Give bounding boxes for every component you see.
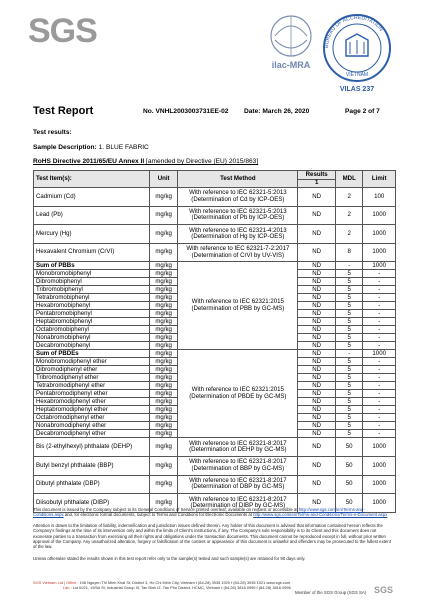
unit: mg/kg: [149, 475, 177, 494]
test-item: Diisobutyl phthalate (DIBP): [34, 494, 150, 513]
mdl: 5: [335, 310, 362, 318]
mdl: 5: [335, 342, 362, 350]
table-row: [34, 438, 396, 457]
col-header-results: Results: [298, 171, 336, 180]
mdl: 5: [335, 294, 362, 302]
test-item: Hexabromodiphenyl ether: [34, 398, 150, 406]
result: ND: [298, 188, 336, 207]
footer-liability: Attention is drawn to the limitation of liability, indemnification and jurisdiction issues defined therein. Any holder of this document is advised that information contained hereon reflects the Company's findings at the time of its intervention only and within the limits of Client's instructions, if any. The Company's sole responsibility is to its Client and this document does not exonerate parties to a transaction from exercising all their rights and obligations under the transaction documents. This document cannot be reproduced except in full, without prior written approval of the Company. Any unauthorized alteration, forgery or falsification of the content or appearance of this document is unlawful and offenders may be prosecuted to the fullest extent of the law.: [33, 523, 391, 550]
test-method: With reference to IEC 62321:2015 (Determination of PBB by GC-MS): [178, 262, 298, 350]
member-text: Member of the SGS Group (SGS SA): [295, 590, 367, 595]
unit: mg/kg: [149, 342, 177, 350]
mdl: 5: [335, 278, 362, 286]
test-item: Decabromobiphenyl: [34, 342, 150, 350]
mdl: 5: [335, 302, 362, 310]
mdl: 5: [335, 430, 362, 438]
limit: 1000: [363, 350, 396, 358]
unit: mg/kg: [149, 414, 177, 422]
col-header-unit: Unit: [149, 171, 177, 188]
mdl: 50: [335, 494, 362, 513]
limit: -: [363, 342, 396, 350]
result: ND: [298, 302, 336, 310]
unit: mg/kg: [149, 206, 177, 225]
mdl: 5: [335, 414, 362, 422]
unit: mg/kg: [149, 243, 177, 262]
unit: mg/kg: [149, 350, 177, 358]
test-item: Dibutyl phthalate (DBP): [34, 475, 150, 494]
result: ND: [298, 366, 336, 374]
unit: mg/kg: [149, 286, 177, 294]
test-item: Butyl benzyl phthalate (BBP): [34, 456, 150, 475]
col-header-mdl: MDL: [335, 171, 362, 188]
office-label: SGS Vietnam Ltd | Office :: [33, 580, 79, 585]
table-row: [34, 456, 396, 475]
limit: -: [363, 390, 396, 398]
unit: mg/kg: [149, 302, 177, 310]
unit: mg/kg: [149, 494, 177, 513]
test-item: Heptabromodiphenyl ether: [34, 406, 150, 414]
unit: mg/kg: [149, 438, 177, 457]
mdl: 5: [335, 334, 362, 342]
result: ND: [298, 358, 336, 366]
result: ND: [298, 342, 336, 350]
unit: mg/kg: [149, 318, 177, 326]
test-method: With reference to IEC 62321-5:2013 (Determination of Cd by ICP-OES): [178, 188, 298, 207]
unit: mg/kg: [149, 456, 177, 475]
result: ND: [298, 398, 336, 406]
sample-description-value: 1. BLUE FABRIC: [98, 144, 149, 151]
limit: 1000: [363, 243, 396, 262]
test-item: Monobromobiphenyl: [34, 270, 150, 278]
svg-text:VILAS 237: VILAS 237: [339, 86, 375, 93]
unit: mg/kg: [149, 422, 177, 430]
page-number: Page 2 of 7: [345, 108, 380, 115]
table-row: [34, 243, 396, 262]
rohs-directive-heading: [33, 158, 258, 165]
result: ND: [298, 406, 336, 414]
test-item: Lead (Pb): [34, 206, 150, 225]
footer-terms: [33, 507, 393, 518]
test-method: With reference to IEC 62321-8:2017 (Determination of DIBP by GC-MS): [178, 494, 298, 513]
result: ND: [298, 494, 336, 513]
result: ND: [298, 374, 336, 382]
result: ND: [298, 456, 336, 475]
test-item: Octabromodiphenyl ether: [34, 414, 150, 422]
footer-terms-text-b: and, for electronic format documents, subject to Terms and Conditions for Electronic Documents at: [63, 512, 254, 518]
test-method: With reference to IEC 62321-8:2017 (Determination of BBP by GC-MS): [178, 456, 298, 475]
result: ND: [298, 414, 336, 422]
result: ND: [298, 294, 336, 302]
unit: mg/kg: [149, 398, 177, 406]
result: ND: [298, 422, 336, 430]
mdl: 5: [335, 366, 362, 374]
unit: mg/kg: [149, 430, 177, 438]
limit: -: [363, 366, 396, 374]
unit: mg/kg: [149, 374, 177, 382]
unit: mg/kg: [149, 225, 177, 244]
limit: 1000: [363, 206, 396, 225]
test-method: With reference to IEC 62321-7-2:2017 (Determination of CrVI by UV-VIS): [178, 243, 298, 262]
report-title: Test Report: [33, 105, 94, 117]
test-item: Decabromodiphenyl ether: [34, 430, 150, 438]
test-item: Pentabromodiphenyl ether: [34, 390, 150, 398]
footer-terms-text-a: This document is issued by the Company subject to its General Conditions of Service printed overleaf, available on request or accessible at: [33, 507, 299, 512]
svg-text:VIETNAM: VIETNAM: [345, 72, 369, 78]
test-item: Nonabromodiphenyl ether: [34, 422, 150, 430]
test-item: Bis (2-ethylhexyl) phthalate (DEHP): [34, 438, 150, 457]
vilas-accreditation-seal: [316, 10, 398, 95]
test-item: Hexabromobiphenyl: [34, 302, 150, 310]
test-method: With reference to IEC 62321-4:2013 (Determination of Hg by ICP-OES): [178, 225, 298, 244]
limit: -: [363, 318, 396, 326]
result: ND: [298, 318, 336, 326]
lab-label: Lab :: [63, 585, 72, 590]
mdl: 5: [335, 286, 362, 294]
col-header-method: Test Method: [178, 171, 298, 188]
limit: -: [363, 310, 396, 318]
result: ND: [298, 270, 336, 278]
mdl: 5: [335, 422, 362, 430]
unit: mg/kg: [149, 406, 177, 414]
limit: -: [363, 358, 396, 366]
table-row: [34, 475, 396, 494]
test-item: Tetrabromobiphenyl: [34, 294, 150, 302]
test-item: Monobromodiphenyl ether: [34, 358, 150, 366]
limit: -: [363, 270, 396, 278]
test-method: With reference to IEC 62321-5:2013 (Determination of Pb by ICP-OES): [178, 206, 298, 225]
result: ND: [298, 390, 336, 398]
footer-retention: Unless otherwise stated the results shown in this test report refer only to the sample(s) tested and such sample(s) are retained for 90 days only.: [33, 556, 306, 561]
limit: -: [363, 286, 396, 294]
mdl: 50: [335, 438, 362, 457]
limit: -: [363, 326, 396, 334]
mdl: 5: [335, 270, 362, 278]
limit: 1000: [363, 494, 396, 513]
limit: -: [363, 422, 396, 430]
test-item: Dibromobiphenyl: [34, 278, 150, 286]
col-header-test-item: Test Item(s):: [34, 171, 150, 188]
mdl: 2: [335, 188, 362, 207]
test-item: Tribromobiphenyl: [34, 286, 150, 294]
table-row: [34, 188, 396, 207]
limit: 100: [363, 188, 396, 207]
limit: -: [363, 278, 396, 286]
result: ND: [298, 243, 336, 262]
lab-address-text: Lot III/21, 19/5A St, Industrial Group III, Tan Binh IZ, Tan Phu District, HCMC, Vietnam t (84-28) 3816 0999 f (84-28) 3816 0996: [71, 585, 291, 590]
result: ND: [298, 350, 336, 358]
unit: mg/kg: [149, 310, 177, 318]
test-method: With reference to IEC 62321:2015 (Determination of PBDE by GC-MS): [178, 350, 298, 438]
col-header-result-sample-1: 1: [298, 180, 336, 188]
terms-link[interactable]: http://www.sgs.com/en/Terms-and-Conditions.aspx: [33, 507, 365, 518]
unit: mg/kg: [149, 188, 177, 207]
result: ND: [298, 206, 336, 225]
col-header-limit: Limit: [363, 171, 396, 188]
mdl: 5: [335, 358, 362, 366]
result: ND: [298, 334, 336, 342]
limit: -: [363, 414, 396, 422]
limit: -: [363, 406, 396, 414]
limit: -: [363, 294, 396, 302]
limit: -: [363, 374, 396, 382]
mdl: 2: [335, 206, 362, 225]
table-row: [34, 225, 396, 244]
limit: -: [363, 430, 396, 438]
mdl: 5: [335, 398, 362, 406]
test-item: Dibromodiphenyl ether: [34, 366, 150, 374]
limit: 1000: [363, 438, 396, 457]
unit: mg/kg: [149, 326, 177, 334]
sum-item: Sum of PBBs: [34, 262, 150, 270]
limit: -: [363, 302, 396, 310]
mdl: 5: [335, 382, 362, 390]
result: ND: [298, 475, 336, 494]
test-item: Cadmium (Cd): [34, 188, 150, 207]
unit: mg/kg: [149, 334, 177, 342]
unit: mg/kg: [149, 366, 177, 374]
unit: mg/kg: [149, 382, 177, 390]
mdl: 50: [335, 456, 362, 475]
report-number: No. VNHL2003003731EE-02: [143, 108, 229, 115]
sgs-small-logo: SGS: [374, 585, 394, 595]
test-item: Tetrabromodiphenyl ether: [34, 382, 150, 390]
svg-text:ilac-MRA: ilac-MRA: [271, 60, 311, 70]
test-item: Pentabromobiphenyl: [34, 310, 150, 318]
office-address-text: 198 Nguyen Thi Minh Khai St, District 3, Ho Chi Minh City, Vietnam t (84-28) 3935 1920 f (84-28) 3935 1921 www.sgs.com: [78, 580, 291, 585]
mdl: 2: [335, 225, 362, 244]
result: ND: [298, 310, 336, 318]
rohs-amendment: [amended by Directive (EU) 2015/863]: [144, 158, 259, 165]
limit: 1000: [363, 456, 396, 475]
result: ND: [298, 438, 336, 457]
unit: mg/kg: [149, 390, 177, 398]
terms-e-document-link[interactable]: http://www.sgs.com/en/Terms-and-Conditions/Terms-e-Document.aspx: [253, 512, 388, 518]
result: ND: [298, 326, 336, 334]
mdl: 5: [335, 326, 362, 334]
svg-text:BUREAU OF ACCREDITATION: BUREAU OF ACCREDITATION: [323, 14, 384, 49]
result: ND: [298, 286, 336, 294]
table-row-sum: [34, 262, 396, 270]
sgs-logo: SGS: [28, 12, 97, 50]
unit: mg/kg: [149, 294, 177, 302]
limit: 1000: [363, 262, 396, 270]
mdl: 8: [335, 243, 362, 262]
test-method: With reference to IEC 62321-8:2017 (Determination of DBP by GC-MS): [178, 475, 298, 494]
rohs-title: RoHS Directive 2011/65/EU Annex II: [33, 158, 145, 165]
mdl: 5: [335, 406, 362, 414]
limit: -: [363, 334, 396, 342]
table-row-sum: [34, 350, 396, 358]
test-results-label: Test results:: [33, 129, 72, 136]
test-method: With reference to IEC 62321-8:2017 (Determination of DEHP by GC-MS): [178, 438, 298, 457]
test-item: Heptabromobiphenyl: [34, 318, 150, 326]
results-table: [33, 170, 396, 513]
mdl: -: [335, 262, 362, 270]
limit: -: [363, 382, 396, 390]
mdl: 50: [335, 475, 362, 494]
unit: mg/kg: [149, 262, 177, 270]
result: ND: [298, 278, 336, 286]
result: ND: [298, 225, 336, 244]
limit: 1000: [363, 225, 396, 244]
table-header-row: [34, 171, 396, 180]
unit: mg/kg: [149, 278, 177, 286]
test-item: Octabromobiphenyl: [34, 326, 150, 334]
report-date: Date: March 26, 2020: [244, 108, 310, 115]
test-item: Nonabromobiphenyl: [34, 334, 150, 342]
limit: 1000: [363, 475, 396, 494]
test-item: Mercury (Hg): [34, 225, 150, 244]
test-item: Hexavalent Chromium (CrVI): [34, 243, 150, 262]
mdl: -: [335, 350, 362, 358]
sample-description: [33, 144, 149, 151]
table-row: [34, 206, 396, 225]
mdl: 5: [335, 318, 362, 326]
result: ND: [298, 262, 336, 270]
unit: mg/kg: [149, 270, 177, 278]
result: ND: [298, 430, 336, 438]
mdl: 5: [335, 374, 362, 382]
sample-description-label: Sample Description:: [33, 144, 97, 151]
footer-address: [33, 580, 393, 590]
test-item: Tribromodiphenyl ether: [34, 374, 150, 382]
mdl: 5: [335, 390, 362, 398]
result: ND: [298, 382, 336, 390]
limit: -: [363, 398, 396, 406]
sum-item: Sum of PBDEs: [34, 350, 150, 358]
unit: mg/kg: [149, 358, 177, 366]
